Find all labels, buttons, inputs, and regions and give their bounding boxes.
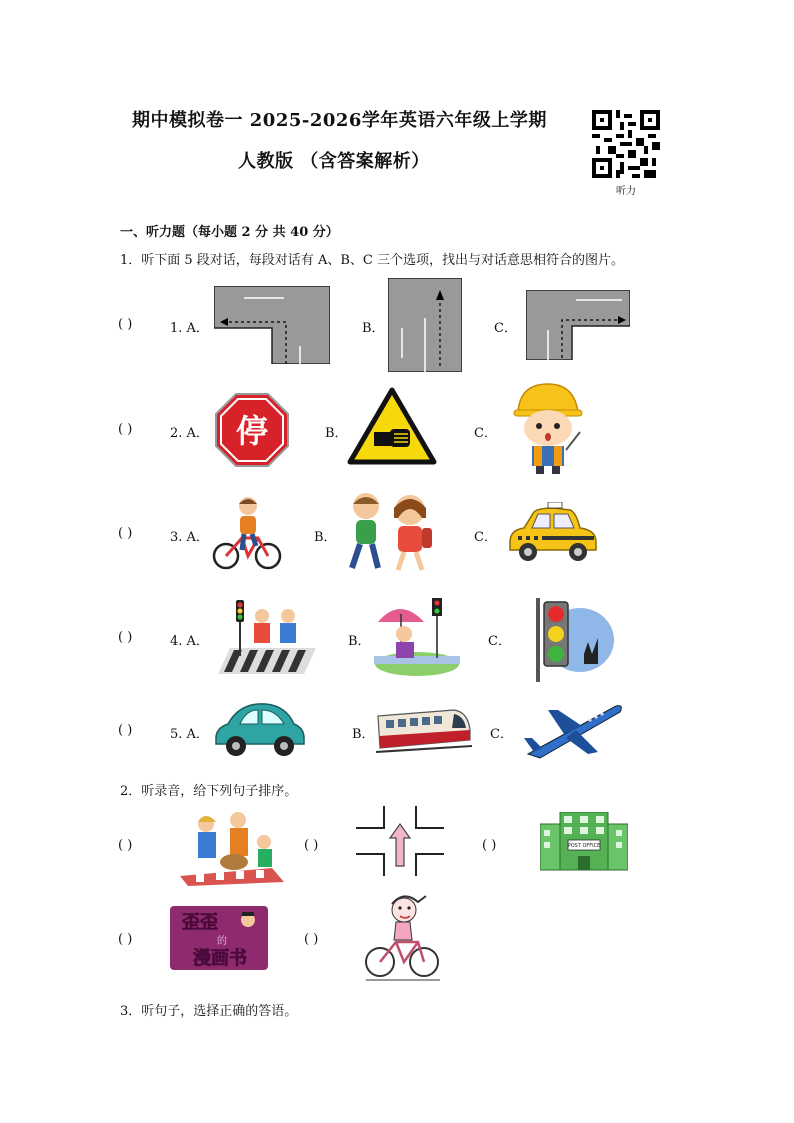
airplane-image	[520, 696, 624, 762]
option-label-4c: C．	[488, 634, 511, 649]
order-blank-2[interactable]: ( )	[304, 838, 319, 853]
question-3-text: 3．听句子，选择正确的答语。	[120, 1004, 298, 1019]
post-office-sign-text: POST OFFICE	[567, 843, 601, 849]
road-straight-image	[388, 278, 462, 372]
option-label-1a: 1. A．	[170, 321, 209, 336]
option-label-1b: B．	[362, 321, 385, 336]
comic-title-2: 的	[217, 936, 227, 947]
bike-rider-image	[212, 494, 282, 572]
option-label-3a: 3. A．	[170, 530, 209, 545]
order-blank-1[interactable]: ( )	[118, 838, 133, 853]
option-label-5b: B．	[352, 727, 375, 742]
car-image	[212, 700, 306, 758]
option-label-2c: C．	[474, 426, 497, 441]
option-label-4a: 4. A．	[170, 634, 209, 649]
walking-children-image	[338, 490, 438, 574]
option-label-2b: B．	[325, 426, 348, 441]
order-blank-4[interactable]: ( )	[118, 932, 133, 947]
order-blank-5[interactable]: ( )	[304, 932, 319, 947]
comic-title-1: 歪歪	[182, 912, 218, 933]
option-label-3c: C．	[474, 530, 497, 545]
question-2-text: 2．听录音，给下列句子排序。	[120, 784, 298, 799]
qr-caption: 听力	[616, 186, 636, 197]
question-1-text: 1．听下面 5 段对话，每段对话有 A、B、C 三个选项，找出与对话意思相符合的图片。	[120, 253, 624, 268]
crossroad-straight-image	[356, 806, 444, 876]
train-image	[376, 706, 472, 756]
traffic-light-image	[528, 594, 614, 682]
picnic-image	[176, 806, 288, 886]
road-turn-left-image	[214, 286, 330, 364]
girl-cycling-image	[360, 892, 444, 984]
crosswalk-children-image	[212, 596, 316, 678]
option-label-3b: B．	[314, 530, 337, 545]
traffic-worker-image	[508, 380, 588, 476]
option-label-2a: 2. A．	[170, 426, 209, 441]
doc-title-line1: 期中模拟卷一 2025-2026学年英语六年级上学期	[132, 110, 547, 131]
comic-title-3: 漫画书	[193, 948, 247, 969]
answer-blank-4[interactable]: ( )	[118, 630, 133, 645]
section-heading: 一、听力题（每小题 2 分 共 40 分）	[120, 225, 339, 240]
option-label-1c: C．	[494, 321, 517, 336]
warning-hand-sign-image	[346, 386, 438, 466]
answer-blank-1[interactable]: ( )	[118, 317, 133, 332]
order-blank-3[interactable]: ( )	[482, 838, 497, 853]
stop-sign-text: 停	[235, 412, 269, 450]
answer-blank-3[interactable]: ( )	[118, 526, 133, 541]
answer-blank-2[interactable]: ( )	[118, 422, 133, 437]
option-label-4b: B．	[348, 634, 371, 649]
comic-book-image	[170, 906, 268, 970]
option-label-5c: C．	[490, 727, 513, 742]
doc-title-line2: 人教版 （含答案解析）	[238, 151, 430, 172]
answer-blank-5[interactable]: ( )	[118, 723, 133, 738]
road-turn-right-image	[526, 290, 630, 360]
option-label-5a: 5. A．	[170, 727, 209, 742]
umbrella-child-image	[374, 594, 460, 680]
post-office-image	[540, 812, 628, 872]
qr-code-image[interactable]	[592, 110, 660, 197]
taxi-image	[504, 502, 600, 564]
stop-sign-image	[214, 392, 290, 468]
